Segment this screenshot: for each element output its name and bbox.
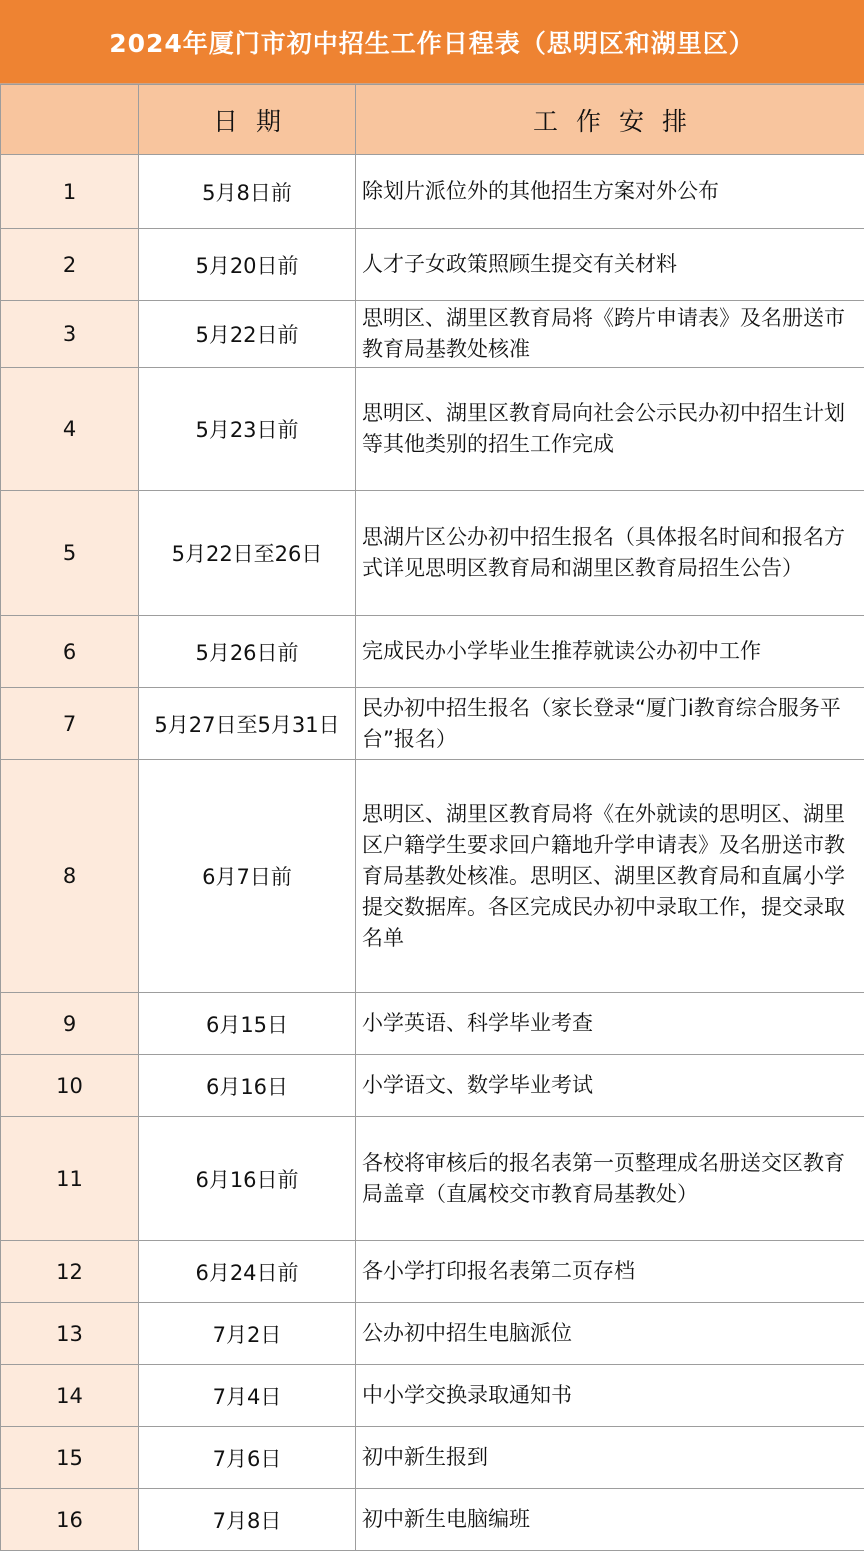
row-number: 14 — [1, 1365, 139, 1427]
row-date: 7月6日 — [139, 1427, 356, 1489]
table-row — [1, 301, 864, 368]
row-date: 7月8日 — [139, 1489, 356, 1551]
row-date: 7月4日 — [139, 1365, 356, 1427]
table-body — [1, 155, 864, 1551]
table-row — [1, 993, 864, 1055]
row-date: 6月7日前 — [139, 760, 356, 993]
table-row — [1, 1303, 864, 1365]
table-row — [1, 368, 864, 491]
row-work: 小学语文、数学毕业考试 — [356, 1055, 864, 1117]
row-work: 公办初中招生电脑派位 — [356, 1303, 864, 1365]
row-number: 4 — [1, 368, 139, 491]
row-number: 6 — [1, 616, 139, 688]
row-date: 5月23日前 — [139, 368, 356, 491]
row-work: 思明区、湖里区教育局将《在外就读的思明区、湖里区户籍学生要求回户籍地升学申请表》及名册送市教育局基教处核准。思明区、湖里区教育局和直属小学提交数据库。各区完成民办初中录取工作，提交录取名单 — [356, 760, 864, 993]
row-number: 7 — [1, 688, 139, 760]
table-header — [1, 85, 864, 155]
row-date: 7月2日 — [139, 1303, 356, 1365]
row-date: 6月16日 — [139, 1055, 356, 1117]
row-date: 6月16日前 — [139, 1117, 356, 1241]
row-number: 12 — [1, 1241, 139, 1303]
row-date: 5月27日至5月31日 — [139, 688, 356, 760]
row-date: 5月22日至26日 — [139, 491, 356, 616]
row-number: 8 — [1, 760, 139, 993]
table-row — [1, 1055, 864, 1117]
row-number: 3 — [1, 301, 139, 368]
row-work: 思明区、湖里区教育局将《跨片申请表》及名册送市教育局基教处核准 — [356, 301, 864, 368]
row-work: 民办初中招生报名（家长登录“厦门i教育综合服务平台”报名） — [356, 688, 864, 760]
row-number: 2 — [1, 229, 139, 301]
row-work: 完成民办小学毕业生推荐就读公办初中工作 — [356, 616, 864, 688]
table-row — [1, 1489, 864, 1551]
row-date: 5月8日前 — [139, 155, 356, 229]
page-title: 2024年厦门市初中招生工作日程表（思明区和湖里区） — [0, 0, 864, 84]
schedule-table — [0, 84, 864, 1551]
table-row — [1, 491, 864, 616]
row-number: 11 — [1, 1117, 139, 1241]
row-number: 13 — [1, 1303, 139, 1365]
table-row — [1, 1241, 864, 1303]
row-work: 思明区、湖里区教育局向社会公示民办初中招生计划等其他类别的招生工作完成 — [356, 368, 864, 491]
row-number: 16 — [1, 1489, 139, 1551]
row-date: 6月15日 — [139, 993, 356, 1055]
row-work: 各小学打印报名表第二页存档 — [356, 1241, 864, 1303]
table-row — [1, 760, 864, 993]
row-work: 思湖片区公办初中招生报名（具体报名时间和报名方式详见思明区教育局和湖里区教育局招生公告） — [356, 491, 864, 616]
table-row — [1, 688, 864, 760]
table-row — [1, 229, 864, 301]
row-work: 初中新生报到 — [356, 1427, 864, 1489]
row-work: 各校将审核后的报名表第一页整理成名册送交区教育局盖章（直属校交市教育局基教处） — [356, 1117, 864, 1241]
header-number — [1, 85, 139, 155]
table-row — [1, 616, 864, 688]
row-number: 15 — [1, 1427, 139, 1489]
row-number: 9 — [1, 993, 139, 1055]
row-date: 5月22日前 — [139, 301, 356, 368]
table-row — [1, 155, 864, 229]
row-work: 小学英语、科学毕业考查 — [356, 993, 864, 1055]
row-work: 中小学交换录取通知书 — [356, 1365, 864, 1427]
row-date: 5月26日前 — [139, 616, 356, 688]
header-work: 工作安排 — [356, 85, 864, 155]
row-number: 1 — [1, 155, 139, 229]
row-work: 人才子女政策照顾生提交有关材料 — [356, 229, 864, 301]
row-number: 5 — [1, 491, 139, 616]
row-date: 6月24日前 — [139, 1241, 356, 1303]
row-work: 除划片派位外的其他招生方案对外公布 — [356, 155, 864, 229]
table-row — [1, 1117, 864, 1241]
row-number: 10 — [1, 1055, 139, 1117]
row-date: 5月20日前 — [139, 229, 356, 301]
table-row — [1, 1365, 864, 1427]
header-date: 日期 — [139, 85, 356, 155]
table-row — [1, 1427, 864, 1489]
row-work: 初中新生电脑编班 — [356, 1489, 864, 1551]
